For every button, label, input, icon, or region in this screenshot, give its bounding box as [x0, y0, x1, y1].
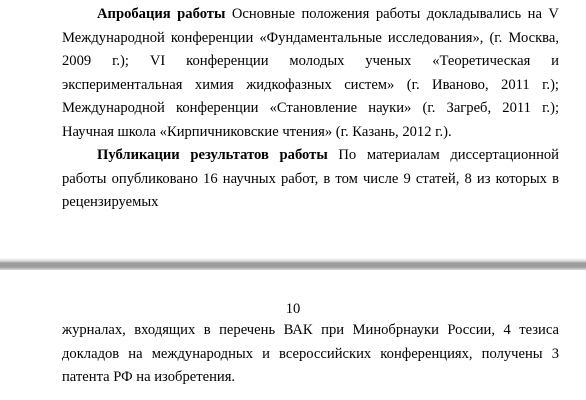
page-text-upper: [62, 3, 559, 215]
page-number: 10: [285, 301, 301, 317]
page-text-lower: [62, 319, 559, 390]
paragraph-body-approbation: Основные положения работы докладывались на V Международной конференции «Фундаментальные исследования», (г. Москва, 2009 г.); VI конференции молодых ученых «Теоретическая и экспериментальная химия жидкофазных систем» (г. Иваново, 2011 г.); Международной конференции «Становление науки» (г. Загреб, 2011 г.); Научная школа «Кирпичниковские чтения» (г. Казань, 2012 г.).: [62, 6, 559, 140]
paragraph-body-publications: По материалам диссертационной работы опубликовано 16 научных работ, в том числе 9 статей, 8 из которых в рецензируемых: [62, 147, 559, 210]
paragraph-continuation: журналах, входящих в перечень ВАК при Минобрнауки России, 4 тезиса докладов на международных и всероссийских конференциях, получены 3 патента РФ на изобретения.: [62, 322, 559, 385]
paragraph-approbation: [62, 3, 559, 144]
paragraph-lead-approbation: Апробация работы: [97, 6, 226, 22]
paragraph-publications: [62, 144, 559, 215]
paragraph-lead-publications: Публикации результатов работы: [97, 147, 328, 163]
